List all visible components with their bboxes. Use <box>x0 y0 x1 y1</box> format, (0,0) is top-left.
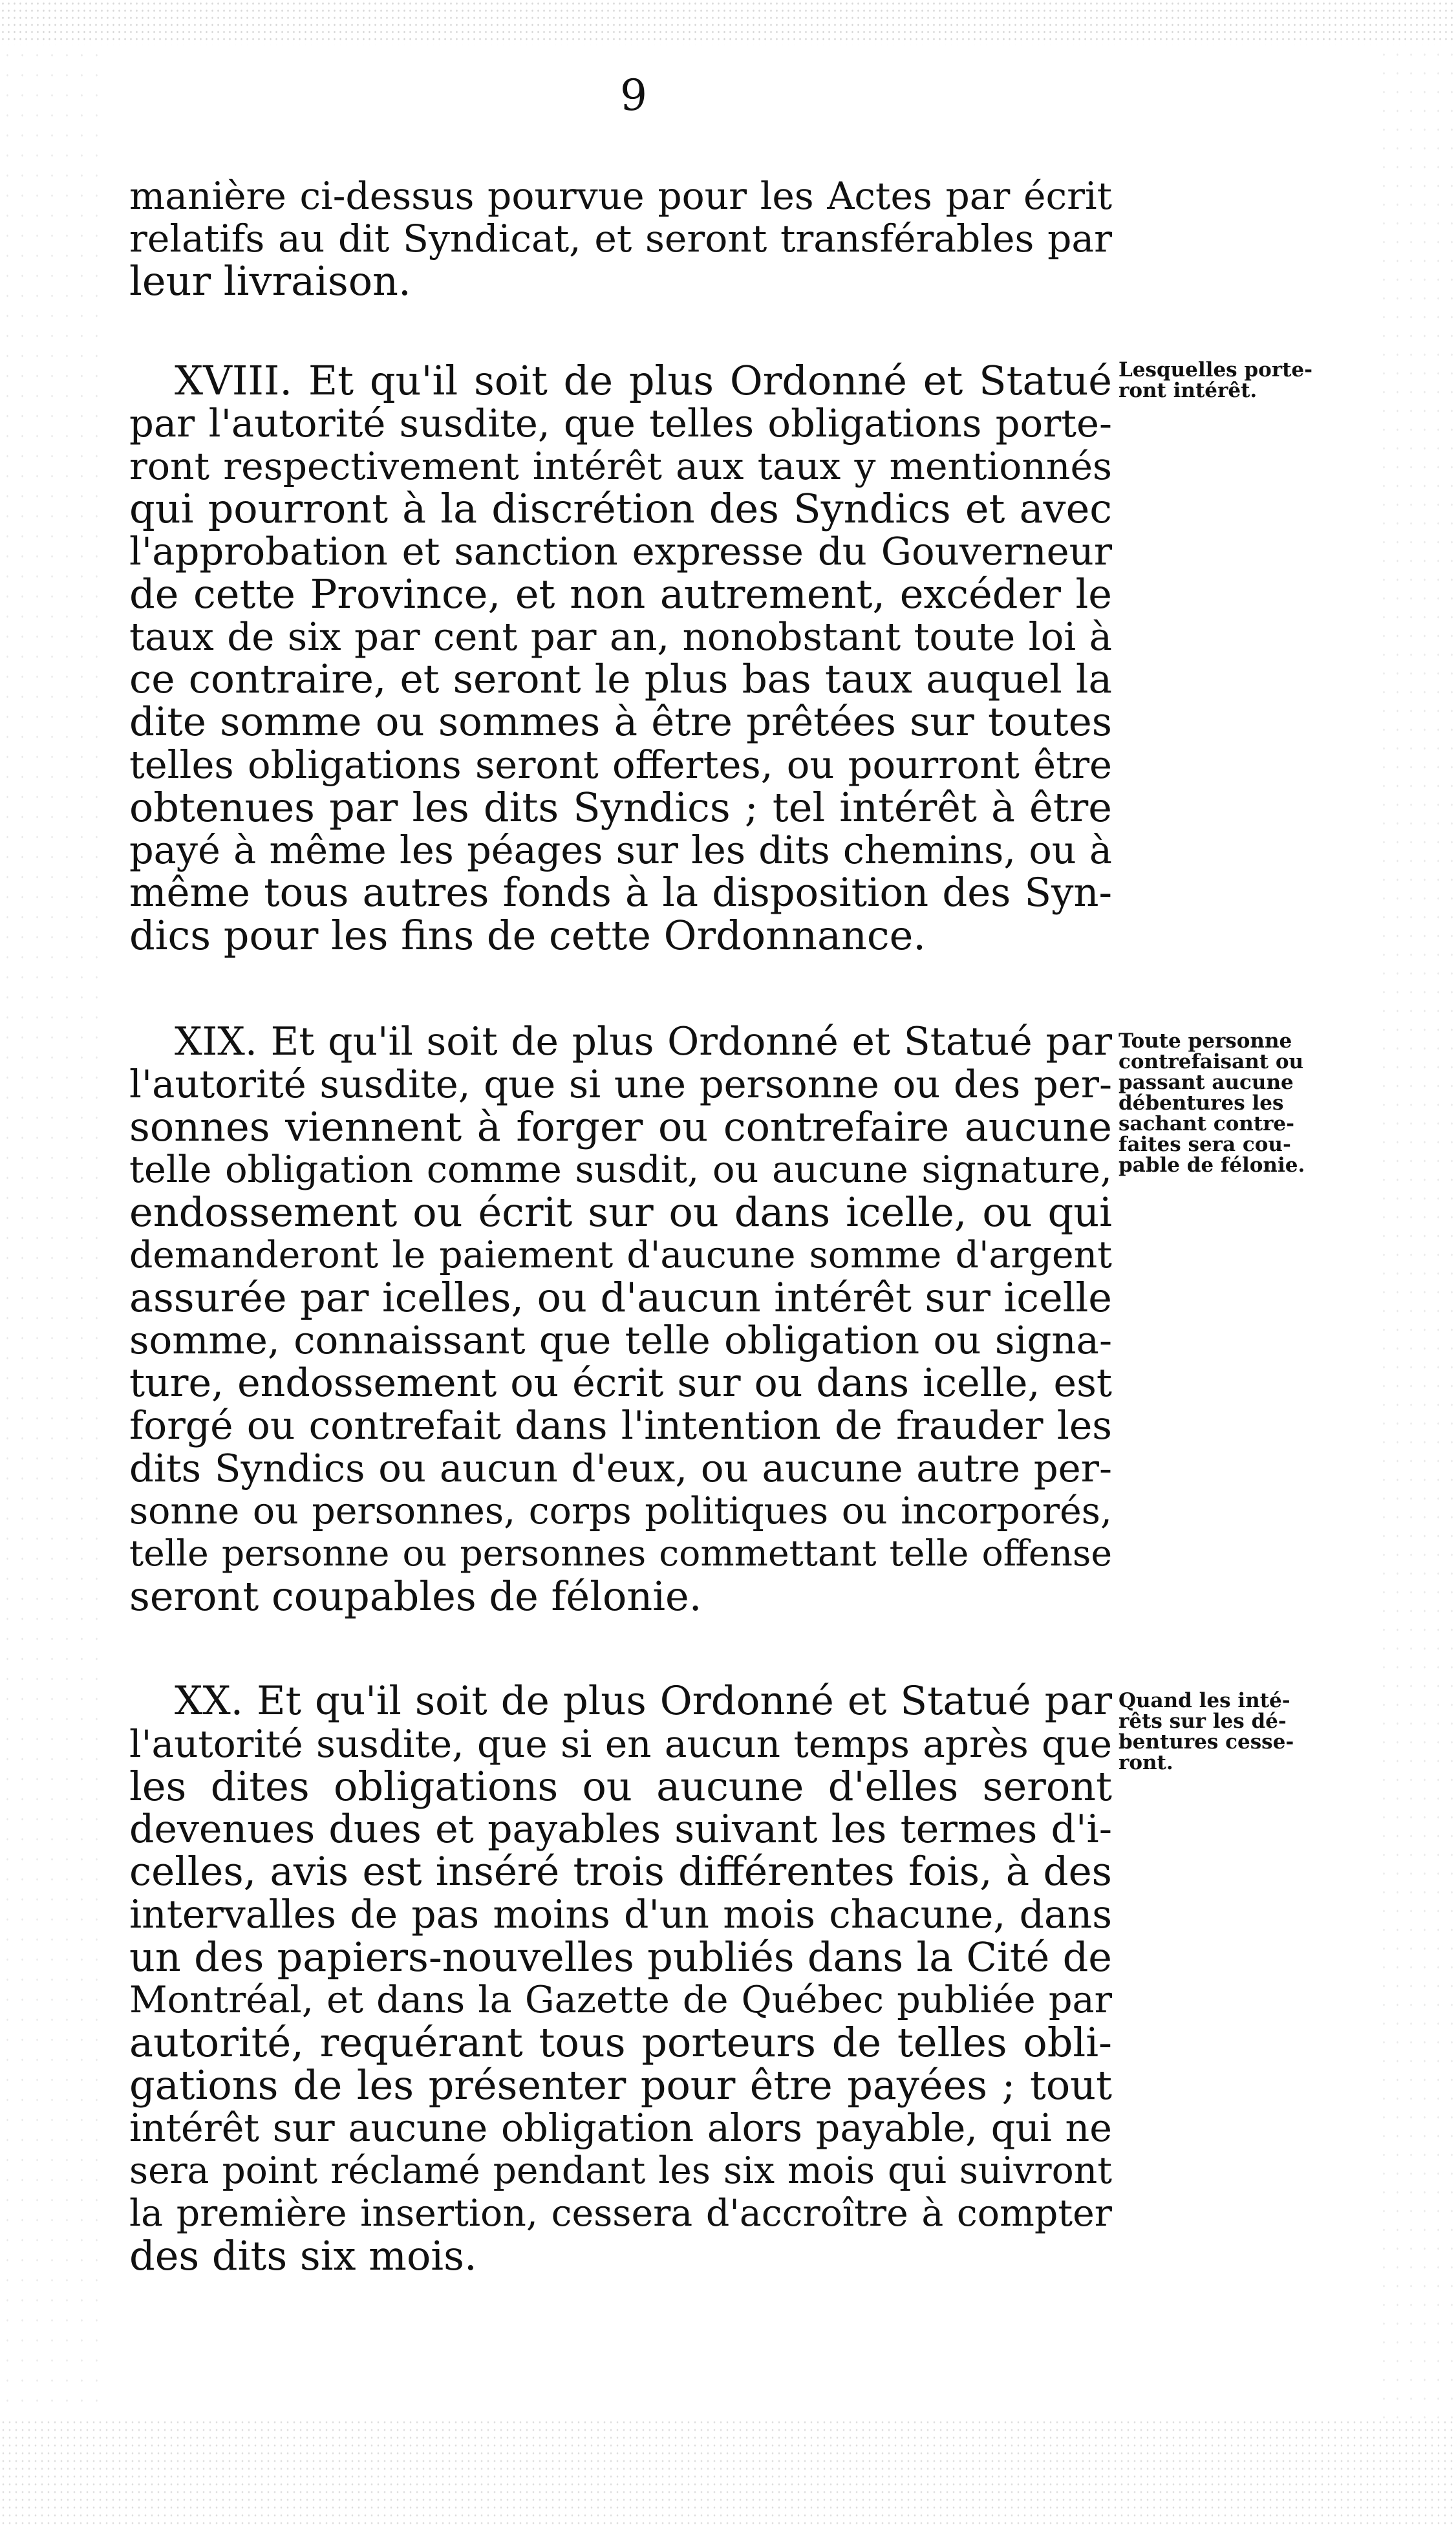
text-line: ture, endossement ou écrit sur ou dans icelle, est <box>129 1360 1112 1406</box>
text-line: des dits six mois. <box>129 2232 477 2279</box>
text-line: telle personne ou personnes commettant telle offense <box>129 1533 1112 1575</box>
text-line: XX. Et qu'il soit de plus Ordonné et Statué par <box>175 1678 1112 1724</box>
margin-note-xx <box>1119 1690 1351 1773</box>
text-line: dics pour les fins de cette Ordonnance. <box>129 912 926 959</box>
margin-note-line: ront. <box>1119 1751 1173 1774</box>
text-line: un des papiers-nouvelles publiés dans la Cité de <box>129 1933 1112 1981</box>
text-line: telle obligation comme susdit, ou aucune signature, <box>129 1148 1112 1191</box>
margin-note-line: faites sera cou- <box>1119 1133 1291 1156</box>
text-line: leur livraison. <box>129 257 411 305</box>
page-number: 9 <box>620 70 647 120</box>
print-speckle-left <box>0 45 103 2418</box>
text-line: relatifs au dit Syndicat, et seront transférables par <box>129 217 1112 261</box>
text-line: XVIII. Et qu'il soit de plus Ordonné et Statué <box>175 357 1112 404</box>
text-line: intervalles de pas moins d'un mois chacune, dans <box>129 1892 1112 1937</box>
text-line: sera point réclamé pendant les six mois qui suivront <box>129 2149 1112 2192</box>
text-line: ront respectivement intérêt aux taux y mentionnés <box>129 444 1112 488</box>
text-line: XIX. Et qu'il soit de plus Ordonné et Statué par <box>175 1019 1112 1064</box>
text-line: gations de les présenter pour être payées ; tout <box>129 2061 1112 2109</box>
text-line: dite somme ou sommes à être prêtées sur toutes <box>129 699 1112 745</box>
text-line: devenues dues et payables suivant les termes d'i- <box>129 1807 1112 1852</box>
text-line: qui pourront à la discrétion des Syndics et avec <box>129 485 1112 532</box>
text-line: de cette Province, et non autrement, excéder le <box>129 570 1112 618</box>
text-line: telles obligations seront offertes, ou pourront être <box>129 742 1112 787</box>
text-line: dits Syndics ou aucun d'eux, ou aucune autre per- <box>129 1446 1112 1490</box>
print-speckle-bottom <box>0 2418 1456 2527</box>
text-line: par l'autorité susdite, que telles obligations porte- <box>129 401 1112 446</box>
margin-note-line: bentures cesse- <box>1119 1730 1294 1754</box>
text-line: taux de six par cent par an, nonobstant toute loi à <box>129 614 1112 659</box>
text-line: la première insertion, cessera d'accroître à compter <box>129 2192 1112 2235</box>
text-line: payé à même les péages sur les dits chemins, ou à <box>129 828 1112 872</box>
text-line: seront coupables de félonie. <box>129 1573 702 1620</box>
text-line: ce contraire, et seront le plus bas taux auquel la <box>129 656 1112 702</box>
text-line: endossement ou écrit sur ou dans icelle, ou qui <box>129 1188 1112 1236</box>
text-line: même tous autres fonds à la disposition des Syn- <box>129 870 1112 916</box>
margin-note-line: rêts sur les dé- <box>1119 1710 1287 1733</box>
text-line: sonne ou personnes, corps politiques ou incorporés, <box>129 1490 1112 1532</box>
text-line: sonnes viennent à forger ou contrefaire aucune <box>129 1103 1112 1150</box>
text-line: autorité, requérant tous porteurs de telles obli- <box>129 2019 1112 2066</box>
text-line: intérêt sur aucune obligation alors payable, qui ne <box>129 2106 1112 2150</box>
margin-note-line: pable de félonie. <box>1119 1154 1305 1177</box>
text-line: Montréal, et dans la Gazette de Québec publiée par <box>129 1978 1112 2021</box>
text-line: celles, avis est inséré trois différentes fois, à des <box>129 1849 1112 1895</box>
text-line: manière ci-dessus pourvue pour les Actes par écrit <box>129 174 1112 218</box>
print-speckle-top <box>0 0 1456 45</box>
text-line: l'autorité susdite, que si une personne ou des per- <box>129 1062 1112 1106</box>
text-line: l'approbation et sanction expresse du Gouverneur <box>129 529 1112 574</box>
margin-note-xix <box>1119 1031 1351 1176</box>
text-line: les dites obligations ou aucune d'elles seront <box>129 1763 1112 1810</box>
paragraph-continuation <box>129 175 1112 303</box>
paragraph-xix <box>129 1020 1112 1618</box>
margin-note-line: Quand les inté- <box>1119 1689 1290 1712</box>
text-line: assurée par icelles, ou d'aucun intérêt sur icelle <box>129 1274 1112 1321</box>
text-line: somme, connaissant que telle obligation ou signa- <box>129 1318 1112 1362</box>
margin-note-xviii <box>1119 360 1351 401</box>
paragraph-xx <box>129 1680 1112 2277</box>
text-line: demanderont le paiement d'aucune somme d'argent <box>129 1234 1112 1276</box>
print-speckle-right <box>1377 45 1456 2418</box>
margin-note-line: Toute personne <box>1119 1029 1292 1053</box>
margin-note-line: contrefaisant ou <box>1119 1050 1304 1073</box>
margin-note-line: Lesquelles porte- <box>1119 358 1313 382</box>
paragraph-xviii <box>129 357 1112 959</box>
margin-note-line: ront intérêt. <box>1119 379 1258 402</box>
margin-note-line: passant aucune <box>1119 1071 1294 1094</box>
margin-note-line: débentures les <box>1119 1091 1284 1115</box>
text-line: obtenues par les dits Syndics ; tel intérêt à être <box>129 784 1112 831</box>
text-line: l'autorité susdite, que si en aucun temps après que <box>129 1722 1112 1766</box>
text-line: forgé ou contrefait dans l'intention de frauder les <box>129 1403 1112 1448</box>
margin-note-line: sachant contre- <box>1119 1112 1295 1135</box>
